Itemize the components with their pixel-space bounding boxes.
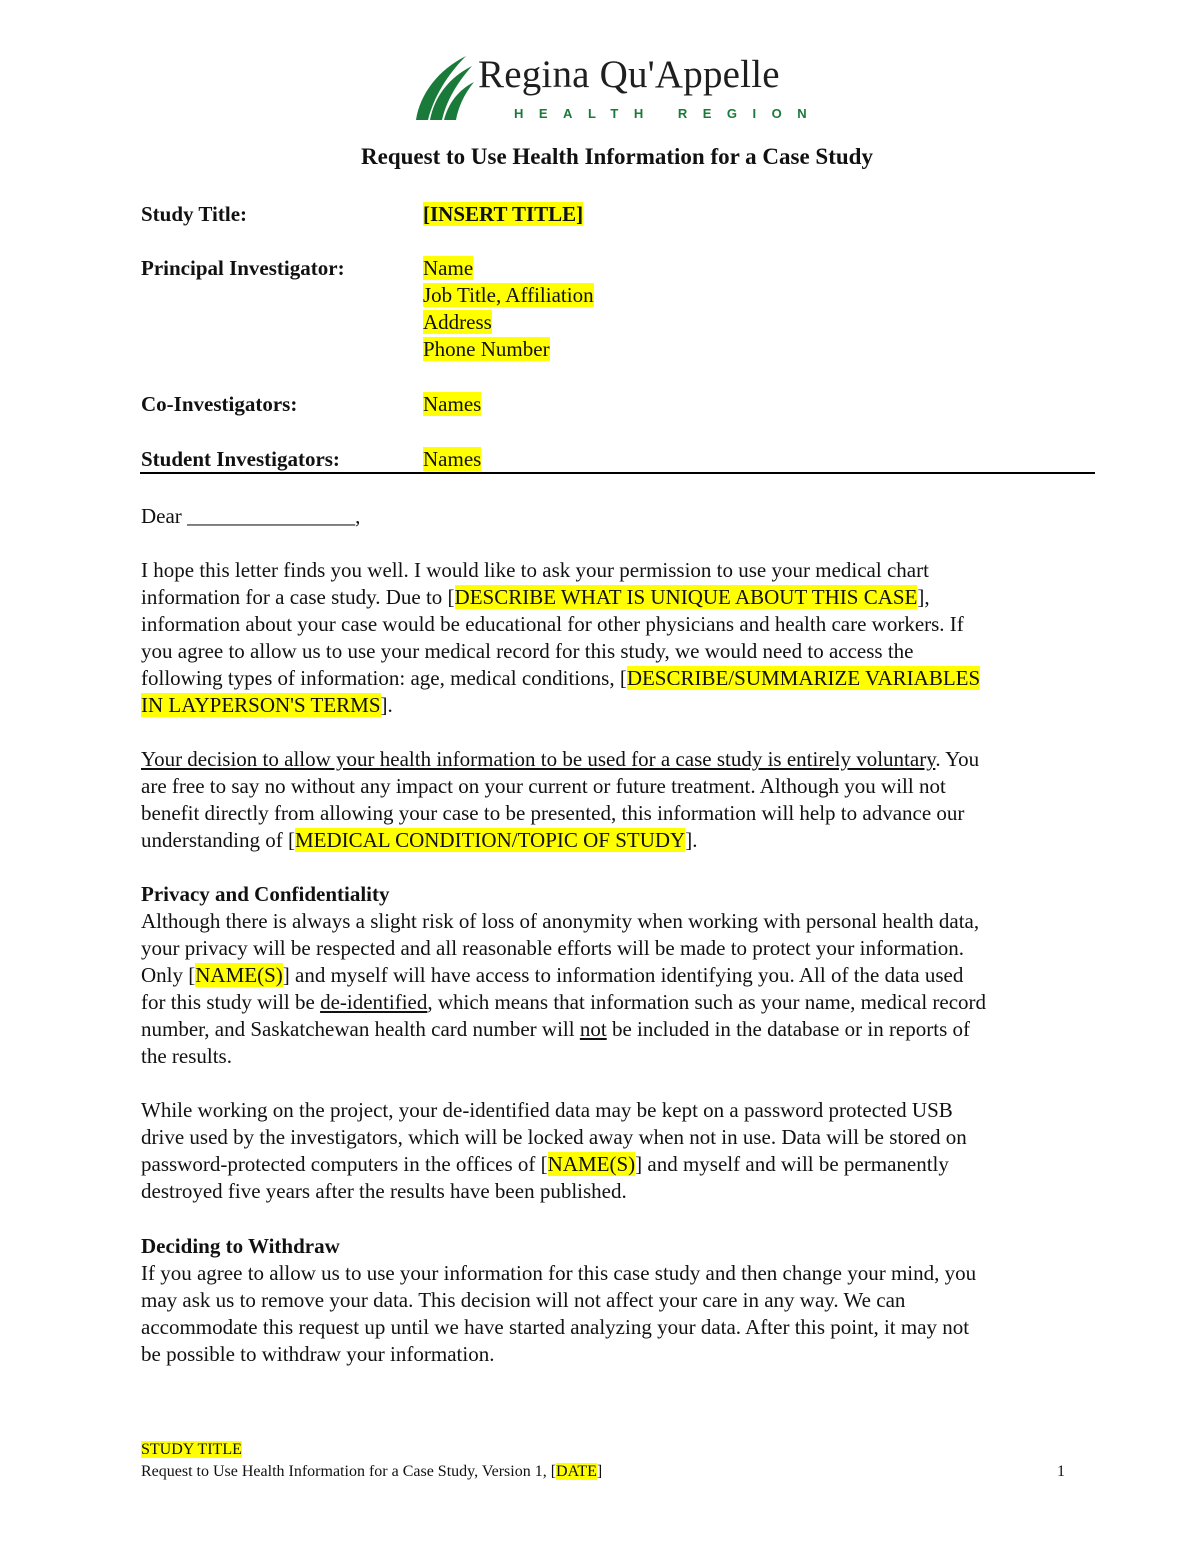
pi-address: Address — [423, 310, 492, 334]
leaf-logo-icon — [414, 54, 476, 122]
paragraph-storage: While working on the project, your de-identified data may be kept on a password protected USB drive used by the investigators, which will be locked away when not in use. Data will be stored on password-protected computers in the offices of [NAME(S)] and myself and will be permanently destroyed five years after the results have been published. — [141, 1098, 967, 1203]
document-title: Request to Use Health Information for a Case Study — [361, 144, 873, 169]
logo-subtitle: HEALTH REGION — [514, 106, 823, 121]
student-investigators-label: Student Investigators: — [141, 447, 340, 471]
logo — [414, 52, 823, 124]
principal-investigator-label: Principal Investigator: — [141, 256, 345, 280]
divider — [140, 472, 1095, 474]
study-title-value: [INSERT TITLE] — [423, 202, 584, 226]
student-investigators-value: Names — [423, 447, 482, 471]
privacy-heading: Privacy and Confidentiality — [141, 882, 390, 906]
paragraph-voluntary: Your decision to allow your health information to be used for a case study is entirely voluntary. You are free to say no without any impact on your current or future treatment. Although you will not benefit directly from allowing your case to be presented, this information will help to advance our understanding of [MEDICAL CONDITION/TOPIC OF STUDY]. — [141, 747, 980, 852]
salutation: Dear ________________, — [141, 504, 361, 528]
co-investigators-label: Co-Investigators: — [141, 392, 298, 416]
page-number: 1 — [1057, 1463, 1065, 1480]
section-withdraw: Deciding to Withdraw If you agree to allow us to use your information for this case study and then change your mind, you may ask us to remove your data. This decision will not affect your care in any way. We can accommodate this request up until we have started analyzing your data. After this point, it may not be possible to withdraw your information. — [141, 1233, 1101, 1368]
withdraw-heading: Deciding to Withdraw — [141, 1234, 340, 1258]
section-privacy: Privacy and Confidentiality Although there is always a slight risk of loss of anonymity when working with personal health data, your privacy will be respected and all reasonable efforts will be made to protect your information. Only [NAME(S)] and myself will have access to information identifying you. All of the data used for this study will be de-identified, which means that information such as your name, medical record number, and Saskatchewan health card number will not be included in the database or in reports of the results. — [141, 881, 1101, 1070]
footer-study-title: STUDY TITLE — [141, 1441, 242, 1458]
pi-job: Job Title, Affiliation — [423, 283, 594, 307]
footer-version-line: Request to Use Health Information for a Case Study, Version 1, [DATE] — [141, 1463, 603, 1480]
co-investigators-value: Names — [423, 392, 482, 416]
pi-phone: Phone Number — [423, 337, 550, 361]
pi-details — [423, 255, 594, 363]
logo-name: Regina Qu'Appelle — [478, 53, 780, 96]
pi-name: Name — [423, 256, 474, 280]
paragraph-intro: I hope this letter finds you well. I would like to ask your permission to use your medical chart information for a case study. Due to [DESCRIBE WHAT IS UNIQUE ABOUT THIS CASE], information about your case would be educational for other physicians and health care workers. If you agree to allow us to use your medical record for this study, we would need to access the following types of information: age, medical conditions, [DESCRIBE/SUMMARIZE VARIABLES IN LAYPERSON'S TERMS]. — [141, 558, 981, 717]
study-title-label: Study Title: — [141, 202, 248, 226]
